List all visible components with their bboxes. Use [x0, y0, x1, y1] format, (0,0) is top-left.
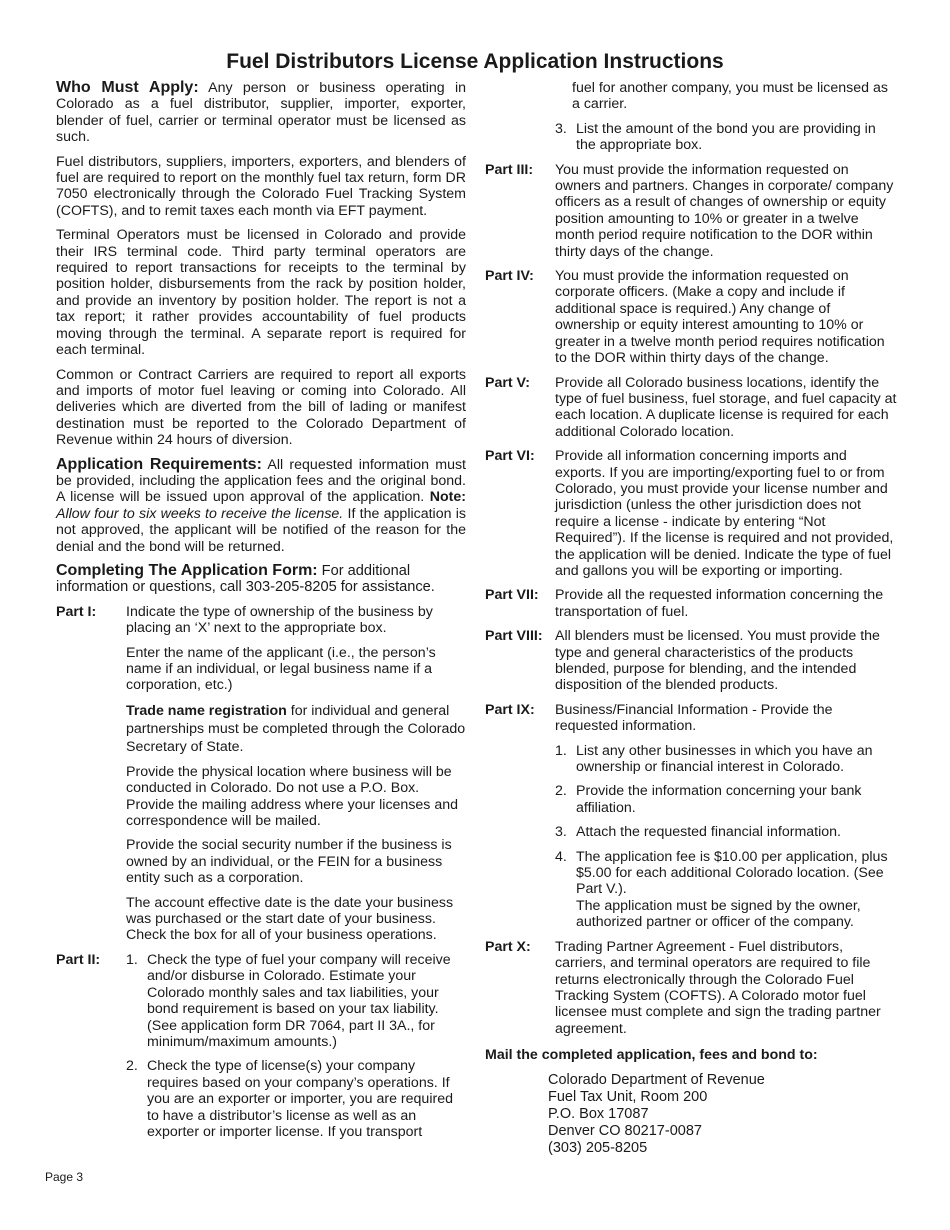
address-line-4: Denver CO 80217-0087: [548, 1122, 702, 1139]
part-1-applicant-name: Enter the name of the applicant (i.e., the person’s name if an individual, or legal business name if a corporation, etc.): [126, 644, 436, 694]
part-6: Part VI: Provide all information concerning imports and exports. If you are importing/exporting fuel to or from Colorado, you must provide your license number and jurisdiction (unless the other jurisdiction does not require a license - indicate by entering “Not Required”). If the license is required and not provided, the application will be denied. Indicate the type of fuel and gallons you will be exporting or importing.: [485, 448, 897, 579]
application-requirements-text: All requested information must be provided, including the application fees and the original bond. A license will be issued upon approval of the application.: [56, 456, 466, 506]
note-rest: If the application is not approved, the applicant will be notified of the reason for the denial and the bond will be returned.: [56, 505, 466, 555]
part-2-item-2: 2. Check the type of license(s) your company requires based on your company’s operations. If you are an exporter or importer, you are required to have a distributor’s license as well as an exporter or importer license. If you transport: [126, 1058, 453, 1140]
part-1-effective-date: The account effective date is the date your business was purchased or the start date of your business. Check the box for all of your business operations.: [126, 894, 454, 944]
part-5-text: Provide all Colorado business locations, identify the type of fuel business, fuel storage, and fuel capacity at each location. A duplicate license is required for each additional Colorado location.: [555, 374, 897, 440]
part-7-text: Provide all the requested information concerning the transportation of fuel.: [555, 587, 884, 620]
note-italic: Allow four to six weeks to receive the license.: [56, 505, 344, 522]
part-1-trade-name: [126, 702, 466, 756]
part-7: Part VII: Provide all the requested information concerning the transportation of fuel.: [485, 587, 897, 620]
who-must-apply-heading: Who Must Apply:: [56, 79, 199, 96]
part-9: Part IX: Business/Financial Information - Provide the requested information. 1. List any other businesses in which you have an ownership or financial interest in Colorado. 2. Provide the information concerning your bank affiliation. 3. Attach the requested financial information. 4. The application fee is $10.00 per application, plus $5.00 for each additional Colorado location. (See Part V.). The application must be signed by the owner, authorized partner or officer of the company.: [485, 702, 897, 931]
who-must-apply-text: Any person or business operating in Colorado as a fuel distributor, supplier, importer, exporter, blender of fuel, carrier or terminal operator must be licensed as such.: [56, 80, 466, 146]
page-number: Page 3: [45, 1170, 84, 1184]
part-9-item-4-fee: The application fee is $10.00 per application, plus $5.00 for each additional Colorado location. (See Part V.).: [576, 848, 888, 898]
application-requirements-section: [56, 457, 466, 555]
carriers-paragraph: Common or Contract Carriers are required to report all exports and imports of motor fuel leaving or coming into Colorado. All deliveries which are diverted from the bill of lading or manifest destination must be reported to the Colorado Department of Revenue within 24 hours of diversion.: [56, 366, 466, 449]
right-column: [485, 80, 897, 1157]
address-line-2: Fuel Tax Unit, Room 200: [548, 1088, 708, 1105]
who-must-apply-section: [56, 80, 466, 146]
part-9-item-1: 1. List any other businesses in which you have an ownership or financial interest in Colorado.: [555, 742, 873, 776]
address-line-3: P.O. Box 17087: [548, 1105, 649, 1122]
terminal-operators-paragraph: Terminal Operators must be licensed in Colorado and provide their IRS terminal code. Third party terminal operators are required to report transactions for receipts to the terminal by position holder, disbursements from the rack by position holder, and provide an inventory by position holder. The report is not a tax report; it rather provides accountability of fuel products moving through the terminal. A separate report is required for each terminal.: [56, 227, 466, 359]
part-9-item-3: 3. Attach the requested financial information.: [555, 824, 841, 841]
left-column: [56, 80, 466, 1156]
part-2-label: Part II:: [56, 951, 101, 968]
part-2-continued: fuel for another company, you must be licensed as a carrier.: [572, 80, 888, 113]
part-10-text: Trading Partner Agreement - Fuel distributors, carriers, and terminal operators are required to file returns electronically through the Colorado Fuel Tracking System (COFTS). A Colorado motor fuel licensee must complete and sign the trading partner agreement.: [555, 938, 881, 1037]
mail-heading: Mail the completed application, fees and bond to:: [485, 1047, 818, 1064]
part-8: Part VIII: All blenders must be licensed. You must provide the type and general characteristics of the products blended, purpose for blending, and the intended disposition of the blended products.: [485, 628, 897, 694]
part-9-item-4-signature: The application must be signed by the owner, authorized partner or officer of the company.: [576, 897, 861, 931]
part-9-item-4: 4. The application fee is $10.00 per application, plus $5.00 for each additional Colorado location. (See Part V.). The application must be signed by the owner, authorized partner or officer of the company.: [555, 849, 897, 931]
address-line-1: Colorado Department of Revenue: [548, 1071, 765, 1088]
completing-form-text: For additional information or questions, call 303-205-8205 for assistance.: [56, 562, 435, 596]
part-4: Part IV: You must provide the information requested on corporate officers. (Make a copy and include if additional space is required.) Any change of ownership or equity interest amounting to 10% or greater in a twelve month period requires notification to the DOR within thirty days of the change.: [485, 268, 897, 366]
application-requirements-heading: Application Requirements:: [56, 455, 262, 473]
part-10: Part X: Trading Partner Agreement - Fuel distributors, carriers, and terminal operators are required to file returns electronically through the Colorado Fuel Tracking System (COFTS). A Colorado motor fuel licensee must complete and sign the trading partner agreement.: [485, 939, 897, 1037]
part-2-item-3: 3. List the amount of the bond you are providing in the appropriate box.: [555, 120, 876, 154]
mailing-address: [548, 1072, 897, 1157]
completing-form-section: [56, 563, 466, 596]
trade-name-rest: for individual and general partnerships must be completed through the Colorado Secretary of State.: [126, 702, 466, 755]
part-2-item-1: 1. Check the type of fuel your company will receive and/or disburse in Colorado. Estimate your Colorado monthly sales and tax liabilities, your bond requirement is based on your tax liability. (See application form DR 7064, part II 3A., for minimum/maximum amounts.): [126, 951, 451, 1050]
part-2: [56, 952, 466, 1148]
part-1-ssn-fein: Provide the social security number if the business is owned by an individual, or the FEIN for a business entity such as a corporation.: [126, 837, 452, 887]
part-5: Part V: Provide all Colorado business locations, identify the type of fuel business, fuel storage, and fuel capacity at each location. A duplicate license is required for each additional Colorado location.: [485, 374, 897, 440]
page-title: Fuel Distributors License Application Instructions: [226, 50, 724, 73]
distributors-paragraph: Fuel distributors, suppliers, importers, exporters, and blenders of fuel are required to report on the monthly fuel tax return, form DR 7050 electronically through the Colorado Fuel Tracking System (COFTS), and to remit taxes each month via EFT payment.: [56, 153, 466, 219]
note-label: Note:: [429, 489, 466, 506]
part-9-item-2: 2. Provide the information concerning your bank affiliation.: [555, 783, 862, 816]
part-9-text: Business/Financial Information - Provide the requested information.: [555, 701, 833, 735]
completing-form-heading: Completing The Application Form:: [56, 561, 318, 579]
part-8-text: All blenders must be licensed. You must provide the type and general characteristics of the products blended, purpose for blending, and the intended disposition of the blended products.: [555, 628, 880, 694]
part-3-text: You must provide the information requested on owners and partners. Changes in corporate/ company officers as a result of changes of ownership or equity position amounting to 10% or greater in a twelve month period require notification to the DOR within thirty days of the change.: [555, 161, 894, 260]
part-6-text: Provide all information concerning imports and exports. If you are importing/exporting fuel to or from Colorado, you must provide your license number and jurisdiction (unless the other jurisdiction does not require a license - indicate by entering “Not Required”). If the license is required and not provided, the application will be denied. Indicate the type of fuel and gallons you will be exporting or importing.: [555, 448, 894, 579]
part-3: Part III: You must provide the information requested on owners and partners. Changes in corporate/ company officers as a result of changes of ownership or equity position amounting to 10% or greater in a twelve month period require notification to the DOR within thirty days of the change.: [485, 162, 897, 260]
part-1-label: Part I:: [56, 603, 97, 620]
trade-name-bold: Trade name registration: [126, 702, 287, 719]
part-1-ownership: Indicate the type of ownership of the business by placing an ‘X’ next to the appropriate box.: [126, 603, 433, 637]
address-line-5: (303) 205-8205: [548, 1139, 648, 1156]
part-1-location: Provide the physical location where business will be conducted in Colorado. Do not use a P.O. Box. Provide the mailing address where your licenses and correspondence will be mailed.: [126, 763, 459, 830]
part-1: [56, 604, 466, 944]
part-4-text: You must provide the information requested on corporate officers. (Make a copy and include if additional space is required.) Any change of ownership or equity interest amounting to 10% or greater in a twelve month period requires notification to the DOR within thirty days of the change.: [555, 268, 885, 367]
